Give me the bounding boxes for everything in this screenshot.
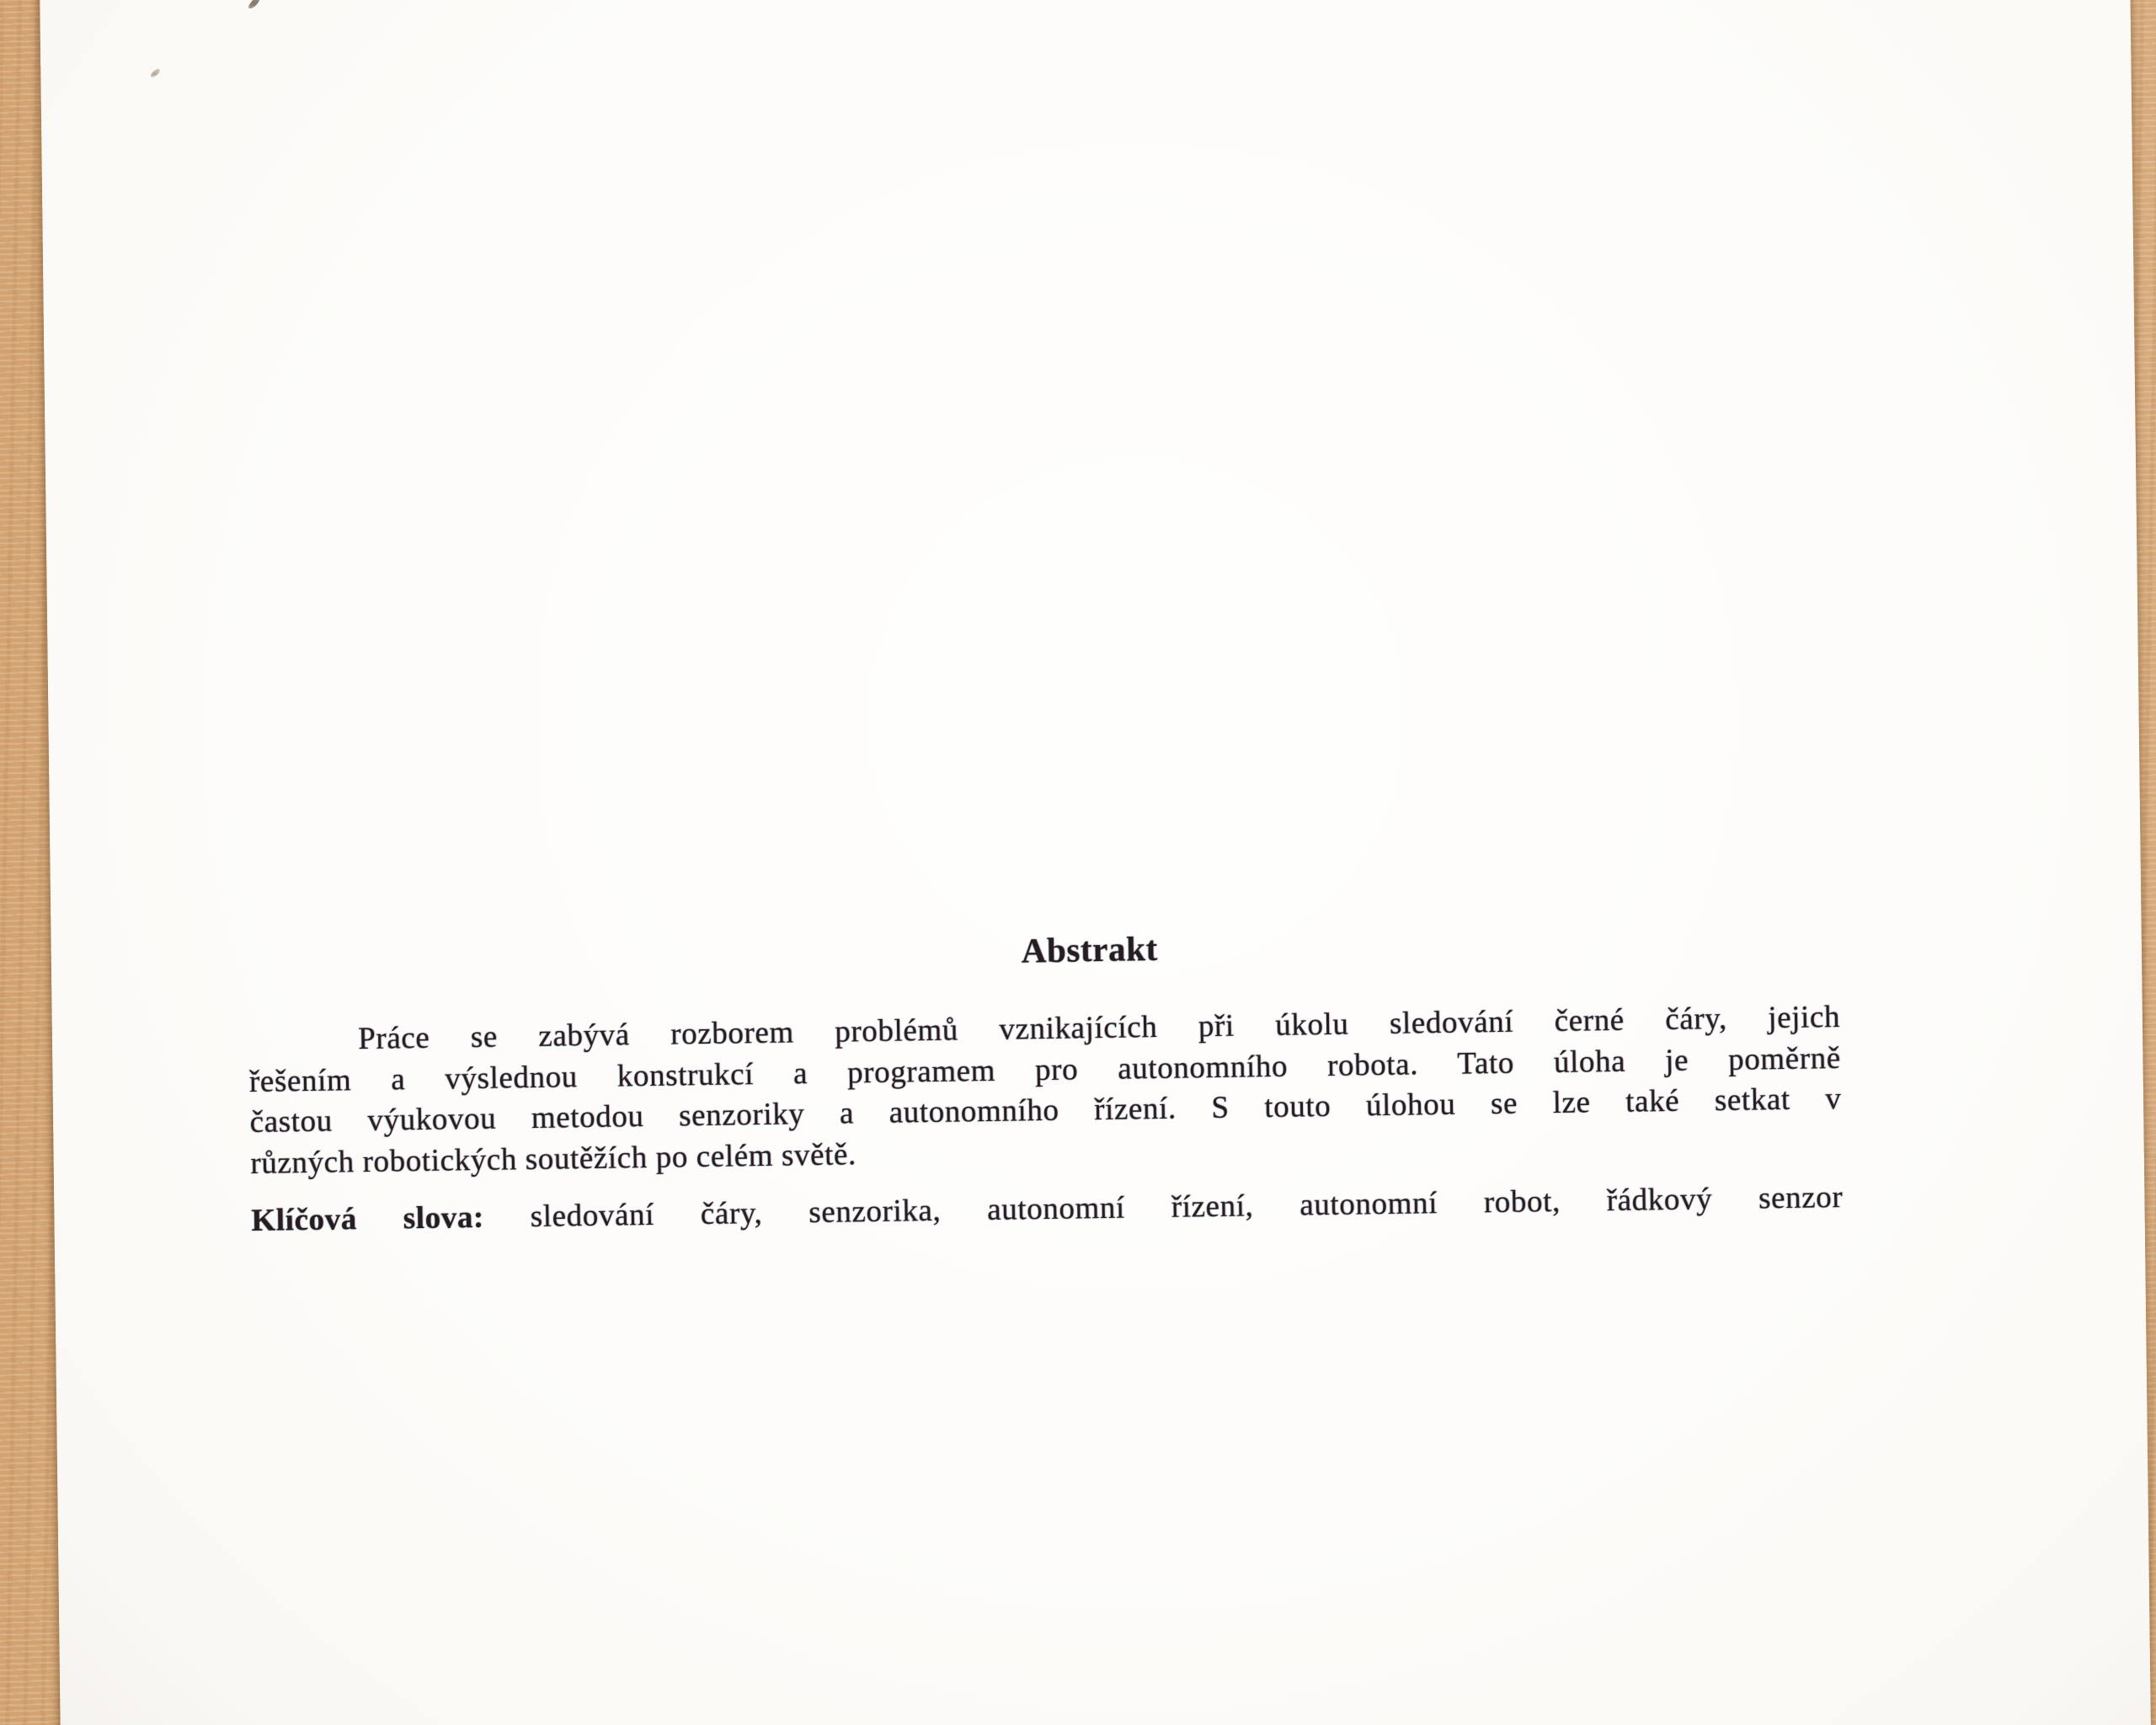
paragraph-line: různých robotických soutěžích po celém světě. — [250, 1136, 857, 1181]
abstract-title: Abstrakt — [1021, 929, 1159, 970]
keywords-label: Klíčová slova: — [251, 1199, 485, 1238]
paper-sheet — [40, 0, 2151, 1725]
abstract-paragraph — [248, 997, 1843, 1184]
pen-mark-icon — [150, 67, 161, 79]
paragraph-line: řešením a výslednou konstrukcí a programem pro autonomního robota. Tato úloha je poměrně — [248, 1040, 1842, 1099]
abstract-section — [247, 916, 1843, 1242]
keywords-text: sledování čáry, senzorika, autonomní řízení, autonomní robot, řádkový senzor — [530, 1179, 1844, 1235]
paragraph-line: Práce se zabývá rozborem problémů vznikajících při úkolu sledování černé čáry, jejich — [357, 999, 1841, 1057]
paragraph-line: častou výukovou metodou senzoriky a autonomního řízení. S touto úlohou se lze také setkat v — [249, 1081, 1842, 1140]
pen-mark-icon — [248, 0, 261, 10]
